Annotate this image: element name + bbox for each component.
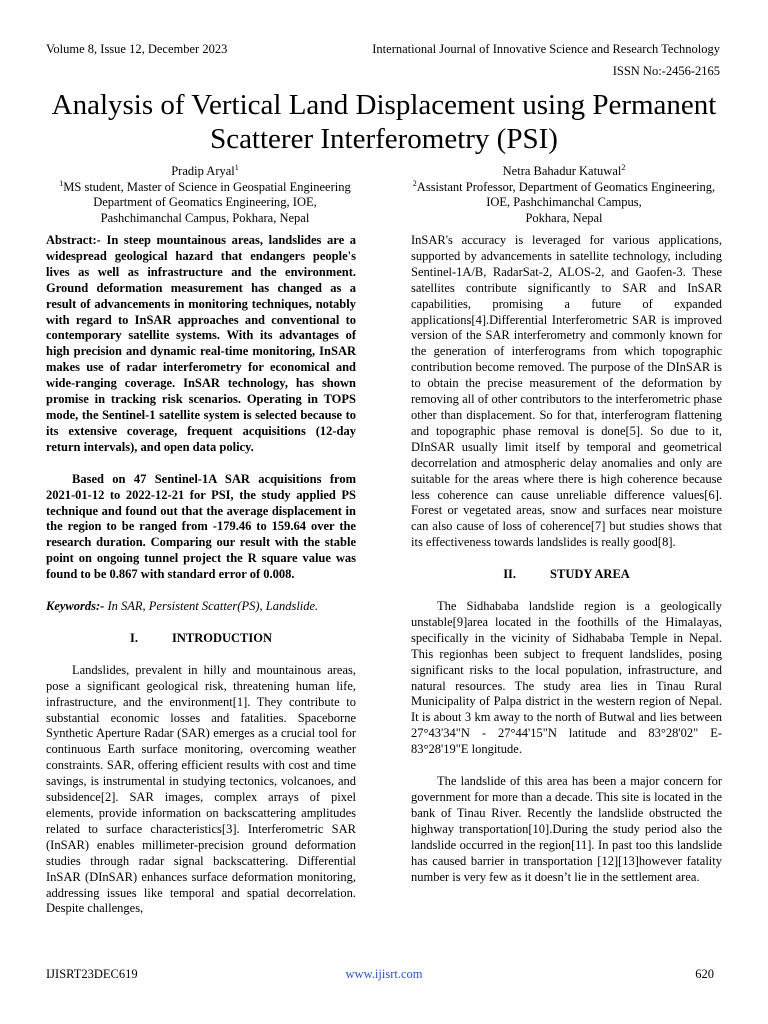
paper-title: Analysis of Vertical Land Displacement using Permanent Scatterer Interferometry (PSI) xyxy=(51,89,717,155)
affiliation-line: Department of Geomatics Engineering, IOE, xyxy=(93,195,317,210)
abstract-label: Abstract:- xyxy=(46,233,101,247)
author-block-1 xyxy=(40,164,370,226)
footer-page-number: 620 xyxy=(695,967,714,981)
keywords xyxy=(46,599,356,615)
abstract-paragraph xyxy=(46,233,356,456)
keywords-text: In SAR, Persistent Scatter(PS), Landslide. xyxy=(107,599,319,614)
affiliation-line: MS student, Master of Science in Geospatial Engineering xyxy=(63,179,351,194)
body-paragraph: The Sidhababa landslide region is a geologically unstable[9]area located in the foothills of the Himalayas, specifically in the vicinity of Sidhababa Temple in Nepal. This regionhas been subject to frequent landslides, posing significant risks to the local population, infrastructure, and natural resources. The study area lies in Tinau Rural Municipality of Palpa district in the western region of Nepal. It is about 3 km away to the north of Butwal and lies between 27°43'34"N - 27°44'15"N latitude and 83°28'02" E- 83°28'19"E longitude. xyxy=(411,599,722,757)
left-column xyxy=(46,233,356,917)
right-column xyxy=(411,233,722,885)
author-sup: 1 xyxy=(234,162,239,172)
author-name: Netra Bahadur Katuwal xyxy=(502,164,622,178)
issn: ISSN No:-2456-2165 xyxy=(612,64,720,78)
affiliation-line: IOE, Pashchimanchal Campus, xyxy=(486,195,642,210)
journal-name: International Journal of Innovative Science and Research Technology xyxy=(372,42,720,56)
section-heading-study-area xyxy=(411,567,722,583)
footer-paper-code: IJISRT23DEC619 xyxy=(46,967,138,981)
body-paragraph: Landslides, prevalent in hilly and mountainous areas, pose a significant geological risk, threatening human life, infrastructure, and the environment[1]. They contribute to substantial economic losses and fatalities. Spaceborne Synthetic Aperture Radar (SAR) emerges as a crucial tool for continuous Earth surface monitoring, overcoming weather constraints. SAR, offering efficient results with cost and time savings, is instrumental in studying tectonics, volcanoes, and subsidence[2]. SAR images, complex arrays of pixel elements, provide information on backscattering amplitudes related to surface characteristics[3]. Interferometric SAR (InSAR) enables millimeter-precision ground deformation studies through radar signal backscattering. Differential InSAR (DInSAR) enhances surface deformation monitoring, addressing issues like temporal and spatial decorrelation. Despite challenges, xyxy=(46,662,356,916)
author-name: Pradip Aryal xyxy=(171,164,235,178)
section-title: STUDY AREA xyxy=(550,567,630,582)
abstract-text: In steep mountainous areas, landslides are a widespread geological hazard that endangers people's lives as well as infrastructure and the environment. Ground deformation measurement has changed as a result of advancements in monitoring techniques, notably with regard to InSAR approaches and conventional to contemporary satellite systems. With its advantages of high precision and dynamic real-time monitoring, InSAR makes use of radar interferometry for economical and wide-ranging coverage. InSAR technology, has shown promise in tracking risk scenarios. Operating in TOPS mode, the Sentinel-1 satellite system is selected because to its extensive coverage, frequent acquisitions (12-day return intervals), and open data policy. xyxy=(46,233,356,454)
affiliation-sup: 1 xyxy=(59,178,64,188)
affiliation-line: Pokhara, Nepal xyxy=(525,210,603,225)
author-block-2 xyxy=(400,164,728,226)
affiliation-sup: 2 xyxy=(412,178,417,188)
affiliation-line: Assistant Professor, Department of Geomatics Engineering, xyxy=(416,179,716,194)
section-title: INTRODUCTION xyxy=(171,630,272,645)
section-number: I. xyxy=(129,630,138,645)
abstract-paragraph-2: Based on 47 Sentinel-1A SAR acquisitions from 2021-01-12 to 2022-12-21 for PSI, the study applied PS technique and found out that the average displacement in the region to be ranged from -179.46 to 159.64 over the research duration. Comparing our result with the stable point on ongoing tunnel project the R square value was found to be 0.867 with standard error of 0.008. xyxy=(46,471,356,582)
author-sup: 2 xyxy=(621,162,626,172)
section-number: II. xyxy=(503,567,517,582)
affiliation-line: Pashchimanchal Campus, Pokhara, Nepal xyxy=(100,210,310,225)
body-paragraph: The landslide of this area has been a major concern for government for more than a decade. This site is located in the bank of Tinau River. Recently the landslide obstructed the highway transportation[10].During the study period also the landslide occurred in the region[11]. In past too this landslide has caused barrier in transportation [12][13]however fatality number is very few as it doesn’t lie in the settlement area. xyxy=(411,774,722,884)
keywords-label: Keywords:- xyxy=(46,599,105,614)
body-paragraph: InSAR's accuracy is leveraged for various applications, supported by advancements in satellite technology, including Sentinel-1A/B, RadarSat-2, ALOS-2, and Gaofen-3. These satellites contribute significantly to SAR and InSAR capabilities, promising a future of expanded applications[4].Differential Interferometric SAR is improved version of the SAR interferometry and commonly known for the generation of interferograms from which topographic contribution become removed. The purpose of the DInSAR is to obtain the precise measurement of the deformation by removing all of other contributors to the interferometric phase other than displacement. So for that, interferogram flattening and topographic phase removal is done[5]. So due to it, DInSAR usually limit itself by temporal and geometrical decorrelation and atmospheric delay anomalies and only are suitable for the areas where there is high coherence because less coherence can cause unreliable difference values[6]. Forest or vegetated areas, snow and surfaces near moisture can also cause of loss of coherence[7] but studies shows that its effectiveness towards landslides is really good[8]. xyxy=(411,233,722,550)
footer-url-link[interactable]: www.ijisrt.com xyxy=(345,967,423,981)
journal-volume: Volume 8, Issue 12, December 2023 xyxy=(46,42,228,56)
section-heading-introduction xyxy=(46,631,356,647)
